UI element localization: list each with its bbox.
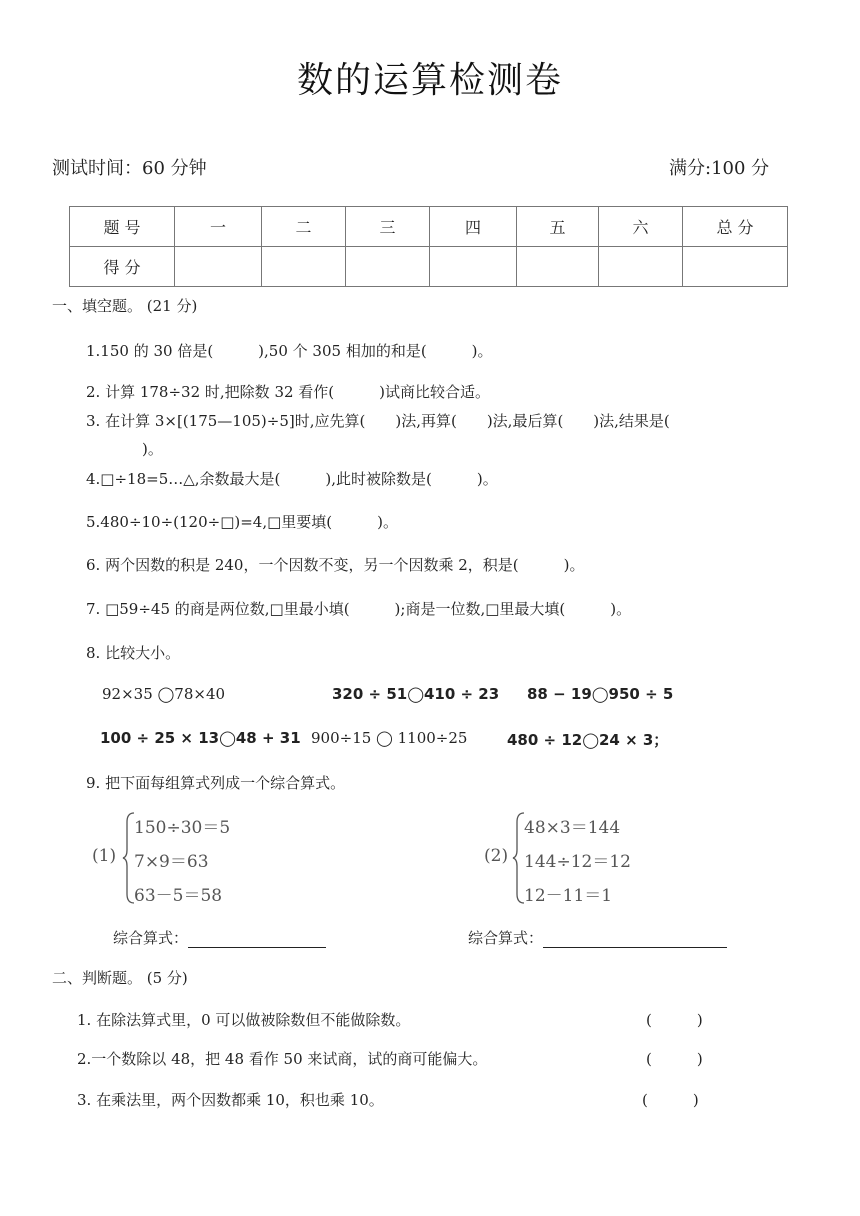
compare-expression: 100 ÷ 25 × 13◯48 + 31 <box>100 729 301 747</box>
score-table-header-row <box>70 207 788 247</box>
judgment-item-3: 3. 在乘法里，两个因数都乘 10，积也乘 10。 <box>77 1091 384 1109</box>
judgment-answer[interactable]: ( ) <box>646 1011 703 1029</box>
judgment-item-1: 1. 在除法算式里，0 可以做被除数但不能做除数。 <box>77 1011 411 1029</box>
question-8: 8. 比较大小。 <box>86 644 181 662</box>
compare-expression: 900÷15 ◯ 1100÷25 <box>311 729 468 747</box>
question-3: 3. 在计算 3×[(175—105)÷5]时,应先算( )法,再算( )法,最后算( )法,结果是( <box>86 412 670 430</box>
test-time: 测试时间：60 分钟 <box>52 158 207 179</box>
judgment-item-2: 2.一个数除以 48，把 48 看作 50 来试商，试的商可能偏大。 <box>77 1050 488 1068</box>
equation-line: 48×3＝144 <box>524 818 621 838</box>
compare-expression: 320 ÷ 51◯410 ÷ 23 <box>332 685 500 703</box>
page-title: 数的运算检测卷 <box>296 60 563 101</box>
answer-blank[interactable] <box>188 931 326 948</box>
question-1: 1.150 的 30 倍是( ),50 个 305 相加的和是( )。 <box>86 342 493 360</box>
header-cell: 五 <box>517 207 599 247</box>
header-cell: 三 <box>346 207 430 247</box>
compare-expression: 92×35 ◯78×40 <box>102 685 226 703</box>
section-1-heading: 一、填空题。 (21 分) <box>52 297 198 315</box>
question-3-continued: )。 <box>142 440 163 458</box>
group-label: (2) <box>484 846 509 866</box>
score-cell[interactable] <box>262 247 346 287</box>
score-table <box>69 206 788 287</box>
score-cell[interactable] <box>430 247 517 287</box>
equation-group-2 <box>484 810 684 906</box>
equation-line: 63－5＝58 <box>134 886 223 906</box>
combined-formula-2 <box>468 927 727 948</box>
question-7: 7. □59÷45 的商是两位数,□里最小填( );商是一位数,□里最大填( )。 <box>86 600 632 618</box>
equation-group-1 <box>92 810 272 906</box>
score-cell[interactable] <box>599 247 683 287</box>
compare-expression: 480 ÷ 12◯24 × 3； <box>507 731 669 749</box>
header-cell: 题 号 <box>70 207 175 247</box>
row-label: 得 分 <box>70 247 175 287</box>
judgment-answer[interactable]: ( ) <box>646 1050 703 1068</box>
question-9: 9. 把下面每组算式列成一个综合算式。 <box>86 774 346 792</box>
equation-line: 12－11＝1 <box>524 886 613 906</box>
header-cell: 总 分 <box>683 207 788 247</box>
group-label: (1) <box>92 846 117 866</box>
equation-line: 144÷12＝12 <box>524 852 631 872</box>
header-cell: 四 <box>430 207 517 247</box>
score-cell[interactable] <box>683 247 788 287</box>
question-6: 6. 两个因数的积是 240，一个因数不变，另一个因数乘 2，积是( )。 <box>86 556 585 574</box>
section-2-heading: 二、判断题。 (5 分) <box>52 969 188 987</box>
score-cell[interactable] <box>175 247 262 287</box>
combined-formula-1 <box>113 927 326 948</box>
equation-line: 150÷30＝5 <box>134 818 231 838</box>
score-cell[interactable] <box>346 247 430 287</box>
question-4: 4.□÷18=5…△,余数最大是( ),此时被除数是( )。 <box>86 470 498 488</box>
judgment-answer[interactable]: ( ) <box>642 1091 699 1109</box>
combined-formula-label: 综合算式： <box>468 929 544 947</box>
question-2: 2. 计算 178÷32 时,把除数 32 看作( )试商比较合适。 <box>86 383 490 401</box>
header-cell: 一 <box>175 207 262 247</box>
combined-formula-label: 综合算式： <box>113 929 189 947</box>
compare-expression: 88 − 19◯950 ÷ 5 <box>527 685 674 703</box>
score-cell[interactable] <box>517 247 599 287</box>
header-cell: 六 <box>599 207 683 247</box>
header-cell: 二 <box>262 207 346 247</box>
equation-line: 7×9＝63 <box>134 852 209 872</box>
full-score: 满分:100 分 <box>669 158 770 179</box>
answer-blank[interactable] <box>543 931 727 948</box>
score-table-score-row <box>70 247 788 287</box>
question-5: 5.480÷10÷(120÷□)=4,□里要填( )。 <box>86 513 398 531</box>
